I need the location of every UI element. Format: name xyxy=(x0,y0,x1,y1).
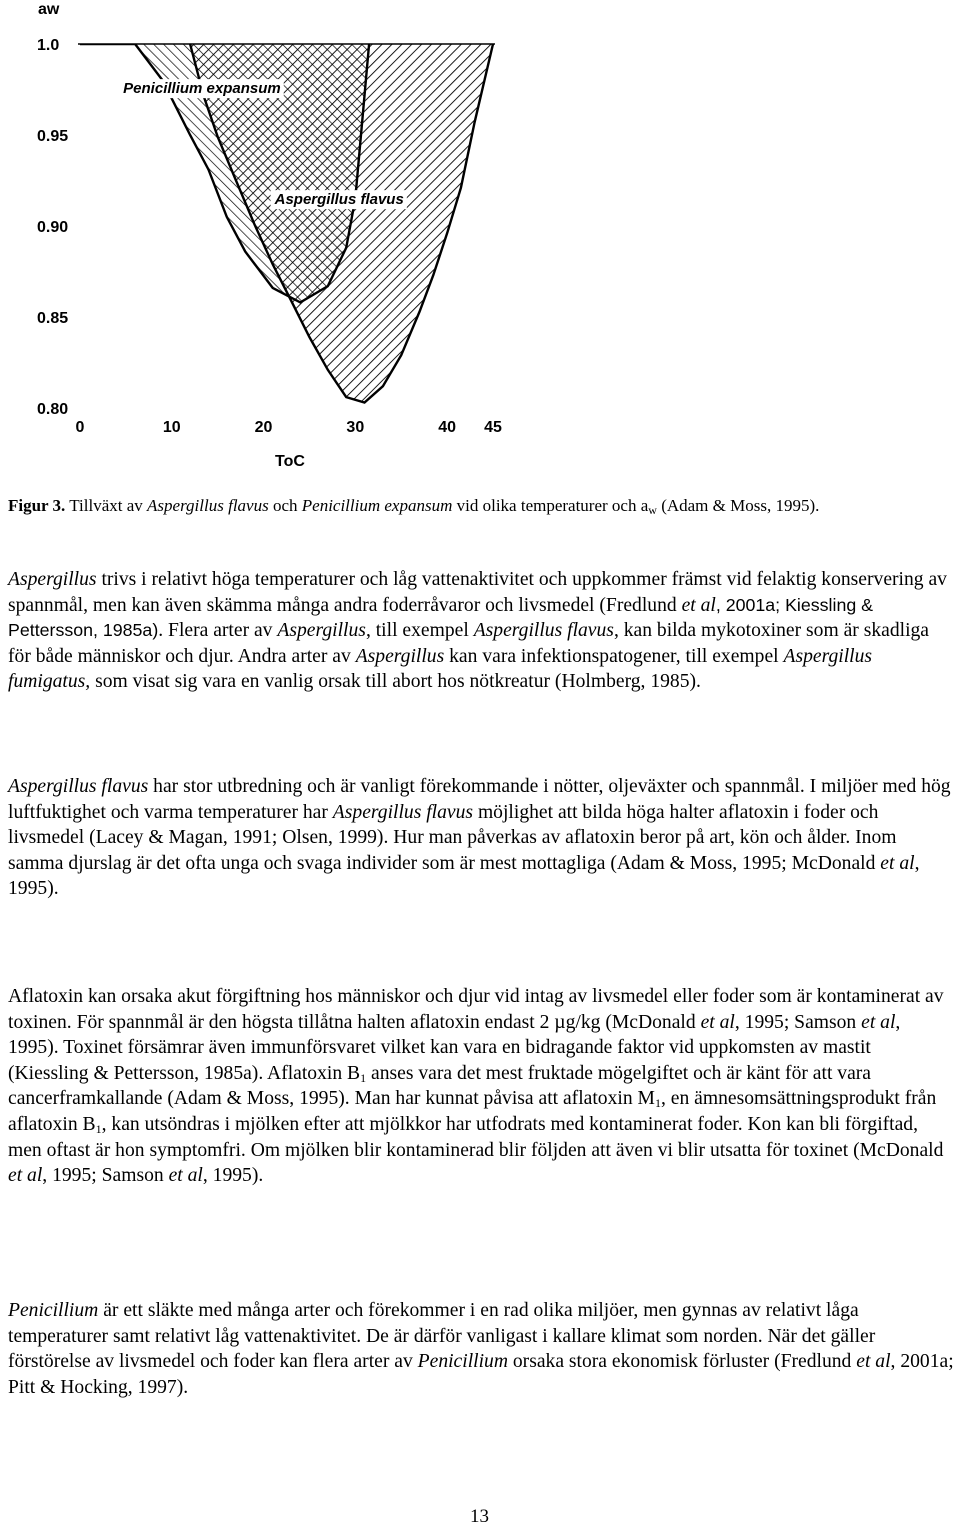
y-tick-label: 0.95 xyxy=(37,128,69,145)
y-tick-label: 0.80 xyxy=(37,401,69,418)
page-number: 13 xyxy=(470,1506,489,1527)
x-axis-label: ToC xyxy=(275,453,305,470)
y-tick-label: 0.85 xyxy=(37,310,69,327)
y-tick-label: 0.90 xyxy=(37,219,69,236)
paragraph-penicillium: Penicillium är ett släkte med många arter och förekommer i en rad olika miljöer, men gynnas av relativt låga temperaturer samt relativt låg vattenaktivitet. De är därför vanligast i kallare klimat som norden. När det gäller förstörelse av livsmedel och foder kan flera arter av Penicillium orsaka stora ekonomisk förluster (Fredlund et al, 2001a; Pitt & Hocking, 1997). xyxy=(8,1300,954,1398)
y-tick-label: 1.0 xyxy=(37,37,60,54)
x-tick-label: 40 xyxy=(438,419,457,436)
x-tick-label: 20 xyxy=(254,419,273,436)
paragraph-aflatoxin: Aflatoxin kan orsaka akut förgiftning hos människor och djur vid intag av livsmedel eller foder som är kontaminerat av toxinen. För spannmål är den högsta tillåtna halten aflatoxin endast 2 µg/kg (McDonald et al, 1995; Samson et al, 1995). Toxinet försämrar även immunförsvaret vilket kan vara en bidragande faktor vid uppkomsten av mastit (Kiessling & Pettersson, 1985a). Aflatoxin $B_1$ anses vara det mest fruktade mögelgiftet och är känt för att vara cancerframkallande (Adam & Moss, 1995). Man har kunnat påvisa att aflatoxin $M_1$, en ämnesomsättningsprodukt från aflatoxin $B_1$, kan utsöndras i mjölken efter att mjölkkor har utfodrats med kontaminerat foder. Kon kan bli förgiftad, men oftast är hon symptomfri. Om mjölken blir kontaminerad blir följden att även vi blir utsatta för toxinet (McDonald et al, 1995; Samson et al, 1995). xyxy=(8,986,944,1187)
paragraph-aspergillus: Aspergillus trivs i relativt höga temperaturer och låg vattenaktivitet och uppkommer främst vid felaktig konservering av spannmål, men kan även skämma många andra foderråvaror och livsmedel (Fredlund et al, 2001a; Kiessling & Pettersson, 1985a). Flera arter av Aspergillus, till exempel Aspergillus flavus, kan bilda mykotoxiner som är skadliga för både människor och djur. Andra arter av Aspergillus kan vara infektionspatogener, till exempel Aspergillus fumigatus, som visat sig vara en vanlig orsak till abort hos nötkreatur (Holmberg, 1985). xyxy=(8,569,947,693)
label-penicillium-expansum: Penicillium expansum xyxy=(123,80,281,98)
paragraph-aspergillus-flavus: Aspergillus flavus har stor utbredning och är vanligt förekommande i nötter, oljeväxter och spannmål. I miljöer med hög luftfuktighet och varma temperaturer har Aspergillus flavus möjlighet att bilda höga halter aflatoxin i foder och livsmedel (Lacey & Magan, 1991; Olsen, 1999). Hur man påverkas av aflatoxin beror på art, kön och ålder. Inom samma djurslag är det ofta unga och svaga individer som är mest mottagliga (Adam & Moss, 1995; McDonald et al, 1995). xyxy=(8,776,951,900)
y-axis-label: aw xyxy=(38,1,60,18)
growth-chart xyxy=(0,0,520,480)
caption-label: Figur 3. xyxy=(8,496,66,515)
x-tick-label: 0 xyxy=(75,419,85,436)
caption-species-aspergillus: Aspergillus flavus xyxy=(147,496,269,515)
caption-species-penicillium: Penicillium expansum xyxy=(301,496,453,515)
x-tick-label: 45 xyxy=(484,419,502,436)
x-tick-label: 30 xyxy=(346,419,365,436)
x-tick-label: 10 xyxy=(162,419,181,436)
label-aspergillus-flavus: Aspergillus flavus xyxy=(274,191,404,209)
figure-caption: Figur 3. Tillväxt av Aspergillus flavus och Penicillium expansum vid olika temperaturer och $a_w$ (Adam & Moss, 1995). xyxy=(8,496,820,517)
